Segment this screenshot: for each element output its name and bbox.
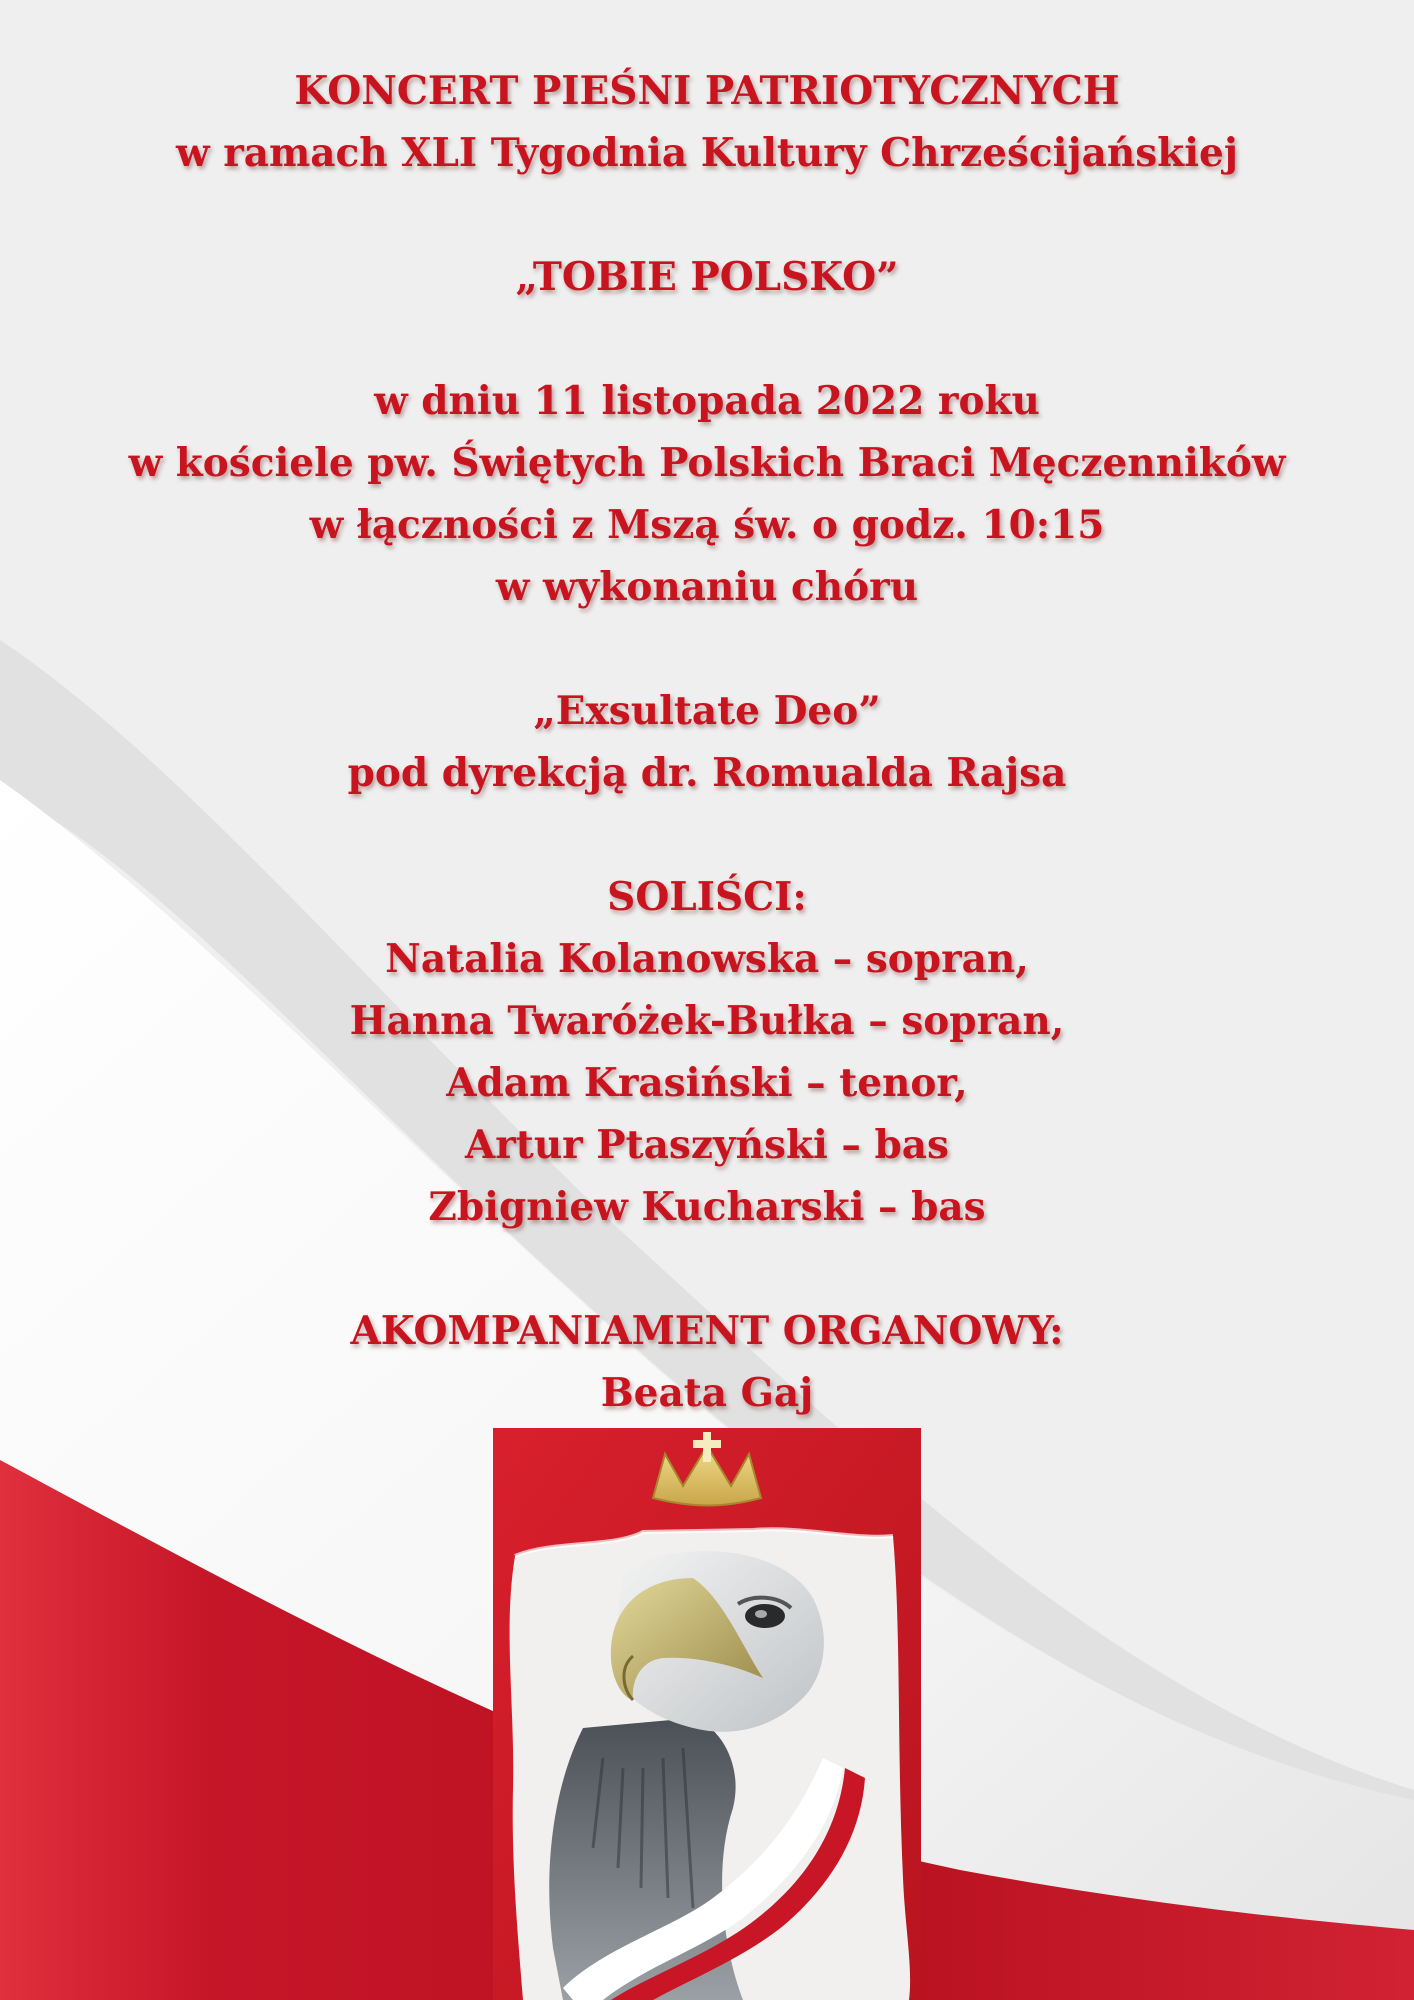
date-line: w dniu 11 listopada 2022 roku <box>374 378 1040 424</box>
director-line: pod dyrekcją dr. Romualda Rajsa <box>347 750 1067 796</box>
church-line: w kościele pw. Świętych Polskich Braci Męczenników <box>128 440 1286 486</box>
choir-name: „Exsultate Deo” <box>533 688 881 734</box>
title-line-2: w ramach XLI Tygodnia Kultury Chrześcijańskiej <box>176 130 1238 176</box>
eagle-illustration <box>493 1428 921 2000</box>
mass-line: w łączności z Mszą św. o godz. 10:15 <box>309 502 1105 548</box>
poster-text <box>0 60 1414 1424</box>
soloist-item: Artur Ptaszyński – bas <box>465 1122 949 1168</box>
organ-heading: AKOMPANIAMENT ORGANOWY: <box>350 1308 1064 1354</box>
soloist-item: Hanna Twaróżek-Bułka – sopran, <box>349 998 1065 1044</box>
motto: „TOBIE POLSKO” <box>515 254 899 300</box>
organist-name: Beata Gaj <box>600 1370 814 1416</box>
soloist-item: Natalia Kolanowska – sopran, <box>385 936 1029 982</box>
performer-intro: w wykonaniu chóru <box>495 564 919 610</box>
soloist-item: Zbigniew Kucharski – bas <box>428 1184 986 1230</box>
soloists-heading: SOLIŚCI: <box>607 874 807 920</box>
soloist-item: Adam Krasiński – tenor, <box>446 1060 968 1106</box>
title-line-1: KONCERT PIEŚNI PATRIOTYCZNYCH <box>294 68 1120 114</box>
